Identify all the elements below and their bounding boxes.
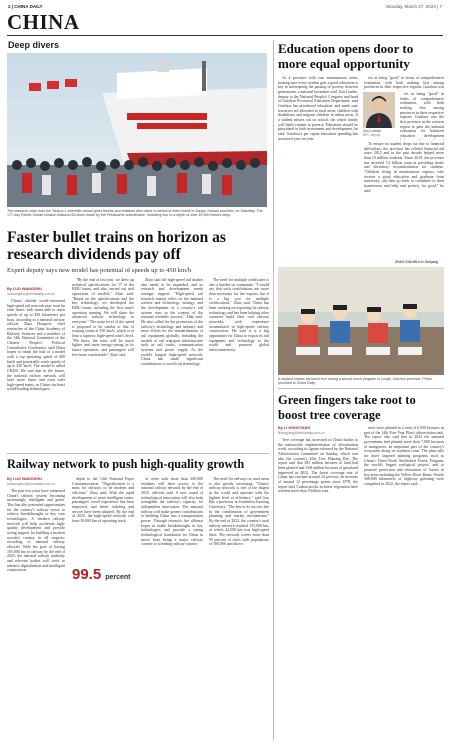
portrait-illustration bbox=[363, 92, 395, 128]
page-info: 2 | CHINA DAILY bbox=[8, 4, 43, 9]
stat-label: percent bbox=[105, 574, 131, 581]
rail-network-byline: By LUO WANGSHU bbox=[7, 477, 42, 481]
green-col-1: Tree coverage has increased in China thanks to the nationwide implementation of afforestation work, according to figures released by the National Afforestation Committee on Sunday, which was also the country's 45th Tree Planting Day. The report said that 383 million hectares of land had been planted and 3.68 million hectares of grassland improved in 2022. The forest coverage rate of China has reached around 24 percent, an increase of around 12 percentage points since 1978, the report said. Carbon stocks in forest vegetation have reached more than 9 billion tons. bbox=[278, 438, 358, 494]
rail-speed-byline: By LUO WANGSHU bbox=[7, 287, 42, 291]
green-email: lihongyang@chinadaily.com.cn bbox=[278, 431, 325, 435]
education-col-1: As a province with vast mountainous areas, making sure every student gets a good education is key to interrupting the passing of poverty between generations, a national lawmaker said. Zou Lianbo, deputy to the National People's Congress and head of Guizhou Provincial Education Department, said Guizhou has prioritized education, and made sure resources are allocated to rural areas, children with disabilities and migrant children in urban areas. If a student misses out on school, the whole family will likely remain in poverty. Education should be prioritized in both investment and development, he said. Guizhou's per capita education spending has increased year-on-year. bbox=[278, 76, 358, 141]
section-title: CHINA bbox=[7, 10, 80, 34]
classroom-caption: A student shares his lunch box during a school lunch program in Longli, Guizhou province. Photo provided to China Daily bbox=[278, 377, 432, 386]
portrait-role: NPC deputy bbox=[363, 133, 381, 137]
education-col-2-wrap: ers as being "good" in terms of comprehensive evaluation, with both making first among provinces in their respective regions. Guizhou was the first province in the western region to pass the national evaluation for balanced education development bbox=[400, 92, 444, 138]
green-headline: Green fingers take root to boost tree coverage bbox=[278, 393, 416, 422]
photo-kicker: Deep divers bbox=[8, 40, 60, 50]
rail-network-headline: Railway network to push high-quality growth bbox=[7, 457, 245, 471]
education-byline: ZHAO XIAOHUI in Guiyang bbox=[395, 260, 439, 264]
green-byline: By LI HONGYANG bbox=[278, 426, 311, 430]
stat-number: 99.5 bbox=[72, 566, 102, 583]
photo-caption: The research crew from the Tansuo-1 scientific vessel greet friends and relatives who came to welcome them home in Sanya, Hainan province, on Saturday. The 177-day Pacific Ocean mission featured 63 dives made by the Fendouzhe submersible, including four to a depth of over 10,000 meters deep. bbox=[7, 209, 263, 218]
section-rule bbox=[7, 35, 443, 36]
rail-speed-standfirst: Expert deputy says new model has potential of speeds up to 450 km/h bbox=[7, 267, 192, 274]
story-divider bbox=[7, 453, 269, 454]
portrait-photo bbox=[363, 92, 395, 128]
education-col-3: To ensure no student drops out due to financial difficulties, the province has offered financial aid since 2012 and in the past decade helped more than 10 million students. Since 2019, the province has invested 5.4 billion yuan in providing meals and dormitory accommodation for students. "Children living in mountainous regions, who receive a good education and graduate from university, can then go back to contribute to their hometowns and help end poverty for good," he said. bbox=[364, 142, 444, 193]
rail-speed-col-2: "By the end of last year, we drew up technical specifications for 17 of the EMU trains, and also carried out trial operations of models," Zhao said. "Based on the specifications and the key technology, we developed the EMU trains, including the first train's operation running. We will share the advanced railway technology to everyone." The noise level of the speed is proposed to be similar to that of existing trains at 350 km/h, which is at least a superior high-speed train's level. "We know the train will be much lighter and more energy-saving in its future operation, and passengers will feel more comfortable," Zhao said. bbox=[72, 278, 134, 357]
issue-date: Monday, March 27, 2023 | 7 bbox=[386, 4, 442, 9]
rail-network-col-4: The need for railways in rural areas is also greatly increasing. "China's railway network is one of the largest in the world and operates with the highest level of efficiency," said Gao Bai, a professor at Southwest Jiaotong University. "The key to its success lies in the combination of government planning and market mechanisms." By the end of 2022, the country's total railway network reached 155,000 km, of which 42,000 km was high-speed lines. The network covers more than 95 percent of cities with populations of 500,000 and above. bbox=[209, 477, 269, 547]
rail-network-col-2: depth to the 14th National Paper Commemoration. "Digitalization is a must for railways to be modern and efficient," Zhao said. With the rapid development of more intelligent trains, passengers' travel experience has been improved, and better ticketing and service have been adopted. By the end of 2025, the high-speed network will have 50,000 km of operating track. bbox=[72, 477, 134, 523]
rail-speed-email: luowangshu@chinadaily.com.cn bbox=[7, 292, 56, 296]
green-col-2: trees were planted in a total of 6,500 hectares as part of the 14th Five-Year Plan's afforestation task. The report also said that in 2022 the national government had planted more than 7,000 hectares of mangroves, an important part of the country's ecosystem along its southern coast. The plan calls for more targeted planting programs such as China's Three-North Shelterbelt Forest Program, the world's largest ecological project, and to promote protection and restoration of forests in key areas including the Yellow River Basin. Nearly 300,000 kilometers of highway greening were completed in 2022, the report said. bbox=[364, 426, 444, 486]
classroom-photo bbox=[278, 267, 444, 375]
ship-photo-illustration bbox=[7, 53, 267, 207]
rail-network-col-3: of cities with more than 200,000 residents will have access to the national railway network by the end of 2025, officials said. A new round of technological innovation will also help strengthen the railway's capacity for independent innovation. The national railway will make greater contributions to building China into a transportation power. Through research, the alliance hopes to make breakthroughs in key technologies and provide a strong technological foundation for China to move from being a major railway country to a leading railway country. bbox=[141, 477, 203, 547]
rail-network-email: luowangshu@chinadaily.com.cn bbox=[7, 482, 56, 486]
portrait-name: Zou Lianbo bbox=[363, 129, 381, 133]
rail-speed-col-4: The need for multiple certificates is also a burden on companies. "I would say that such certifications are more than necessary for the exports, but it is a big cost for multiple certifications," Zhao said. China has been working on exporting its railway technology and has been helping other countries build their own railway networks, with experience accumulated in high-speed railway construction. He said it is a big opportunity for China to export its rail equipment and technology to the world and promote global interconnectivity. bbox=[209, 278, 269, 352]
rail-speed-col-3: Zhao said the high-speed rail market also needs to be expanded, and its research and development needs stronger support. "High-speed rail research mainly relies on the national science and technology strategy, and the development of a country's rail system rises in the context of the national scientific process." Zhao said. He also called for the promotion of the railway's technology and industry and more efforts for the standardization of rail equipment globally, including the models of rail transport infrastructure such as rail tracks, communication systems and power supply. As the world's longest high-speed network, China has made significant contributions to world rail technology. bbox=[141, 278, 203, 366]
rail-speed-col-1: China's already world-renowned high-speed rail network may soon be even faster, with trains able to reach speeds of up to 450 kilometers per hour, according to a national railway official. Zhao Hongwei, chief researcher of the China Academy of Railway Sciences and a member of the 14th National Committee of the Chinese People's Political Consultative Conference, said China hopes to finish the trial of a model with a top operating speed of 400 km/h and potentially reach speeds of up to 450 km/h. The model is called CR450. He said that in the future, the national railway network will have more faster and even safer high-speed trains, as China can boast world-leading technologies. bbox=[7, 299, 65, 392]
rail-network-stat bbox=[72, 566, 134, 584]
classroom-illustration bbox=[278, 267, 444, 375]
story-divider-2 bbox=[278, 388, 444, 389]
rail-network-col-1: The past few years have witnessed China's railway system becoming increasingly intelligent and green. This has also presented opportunities for the country's railway sector to achieve breakthroughs in key core technologies. A modern railway network will help accelerate high-quality development and provide strong support for building a modern socialist country in all respects, according to national railway officials. With the goal of having 165,000 km of railway by the end of 2025, the national railway authority and relevant bodies will work to advance digitalization and intelligent construction. bbox=[7, 489, 65, 573]
rail-speed-headline: Faster bullet trains on horizon as research dividends pay off bbox=[7, 229, 226, 263]
ship-photo bbox=[7, 53, 267, 207]
education-headline: Education opens door to more equal opportunity bbox=[278, 41, 414, 71]
education-col-2-top: ers as being "good" in terms of comprehensive evaluation, with both making first among provinces in their respective regions. Guizhou was bbox=[364, 76, 444, 90]
column-divider bbox=[273, 40, 274, 740]
